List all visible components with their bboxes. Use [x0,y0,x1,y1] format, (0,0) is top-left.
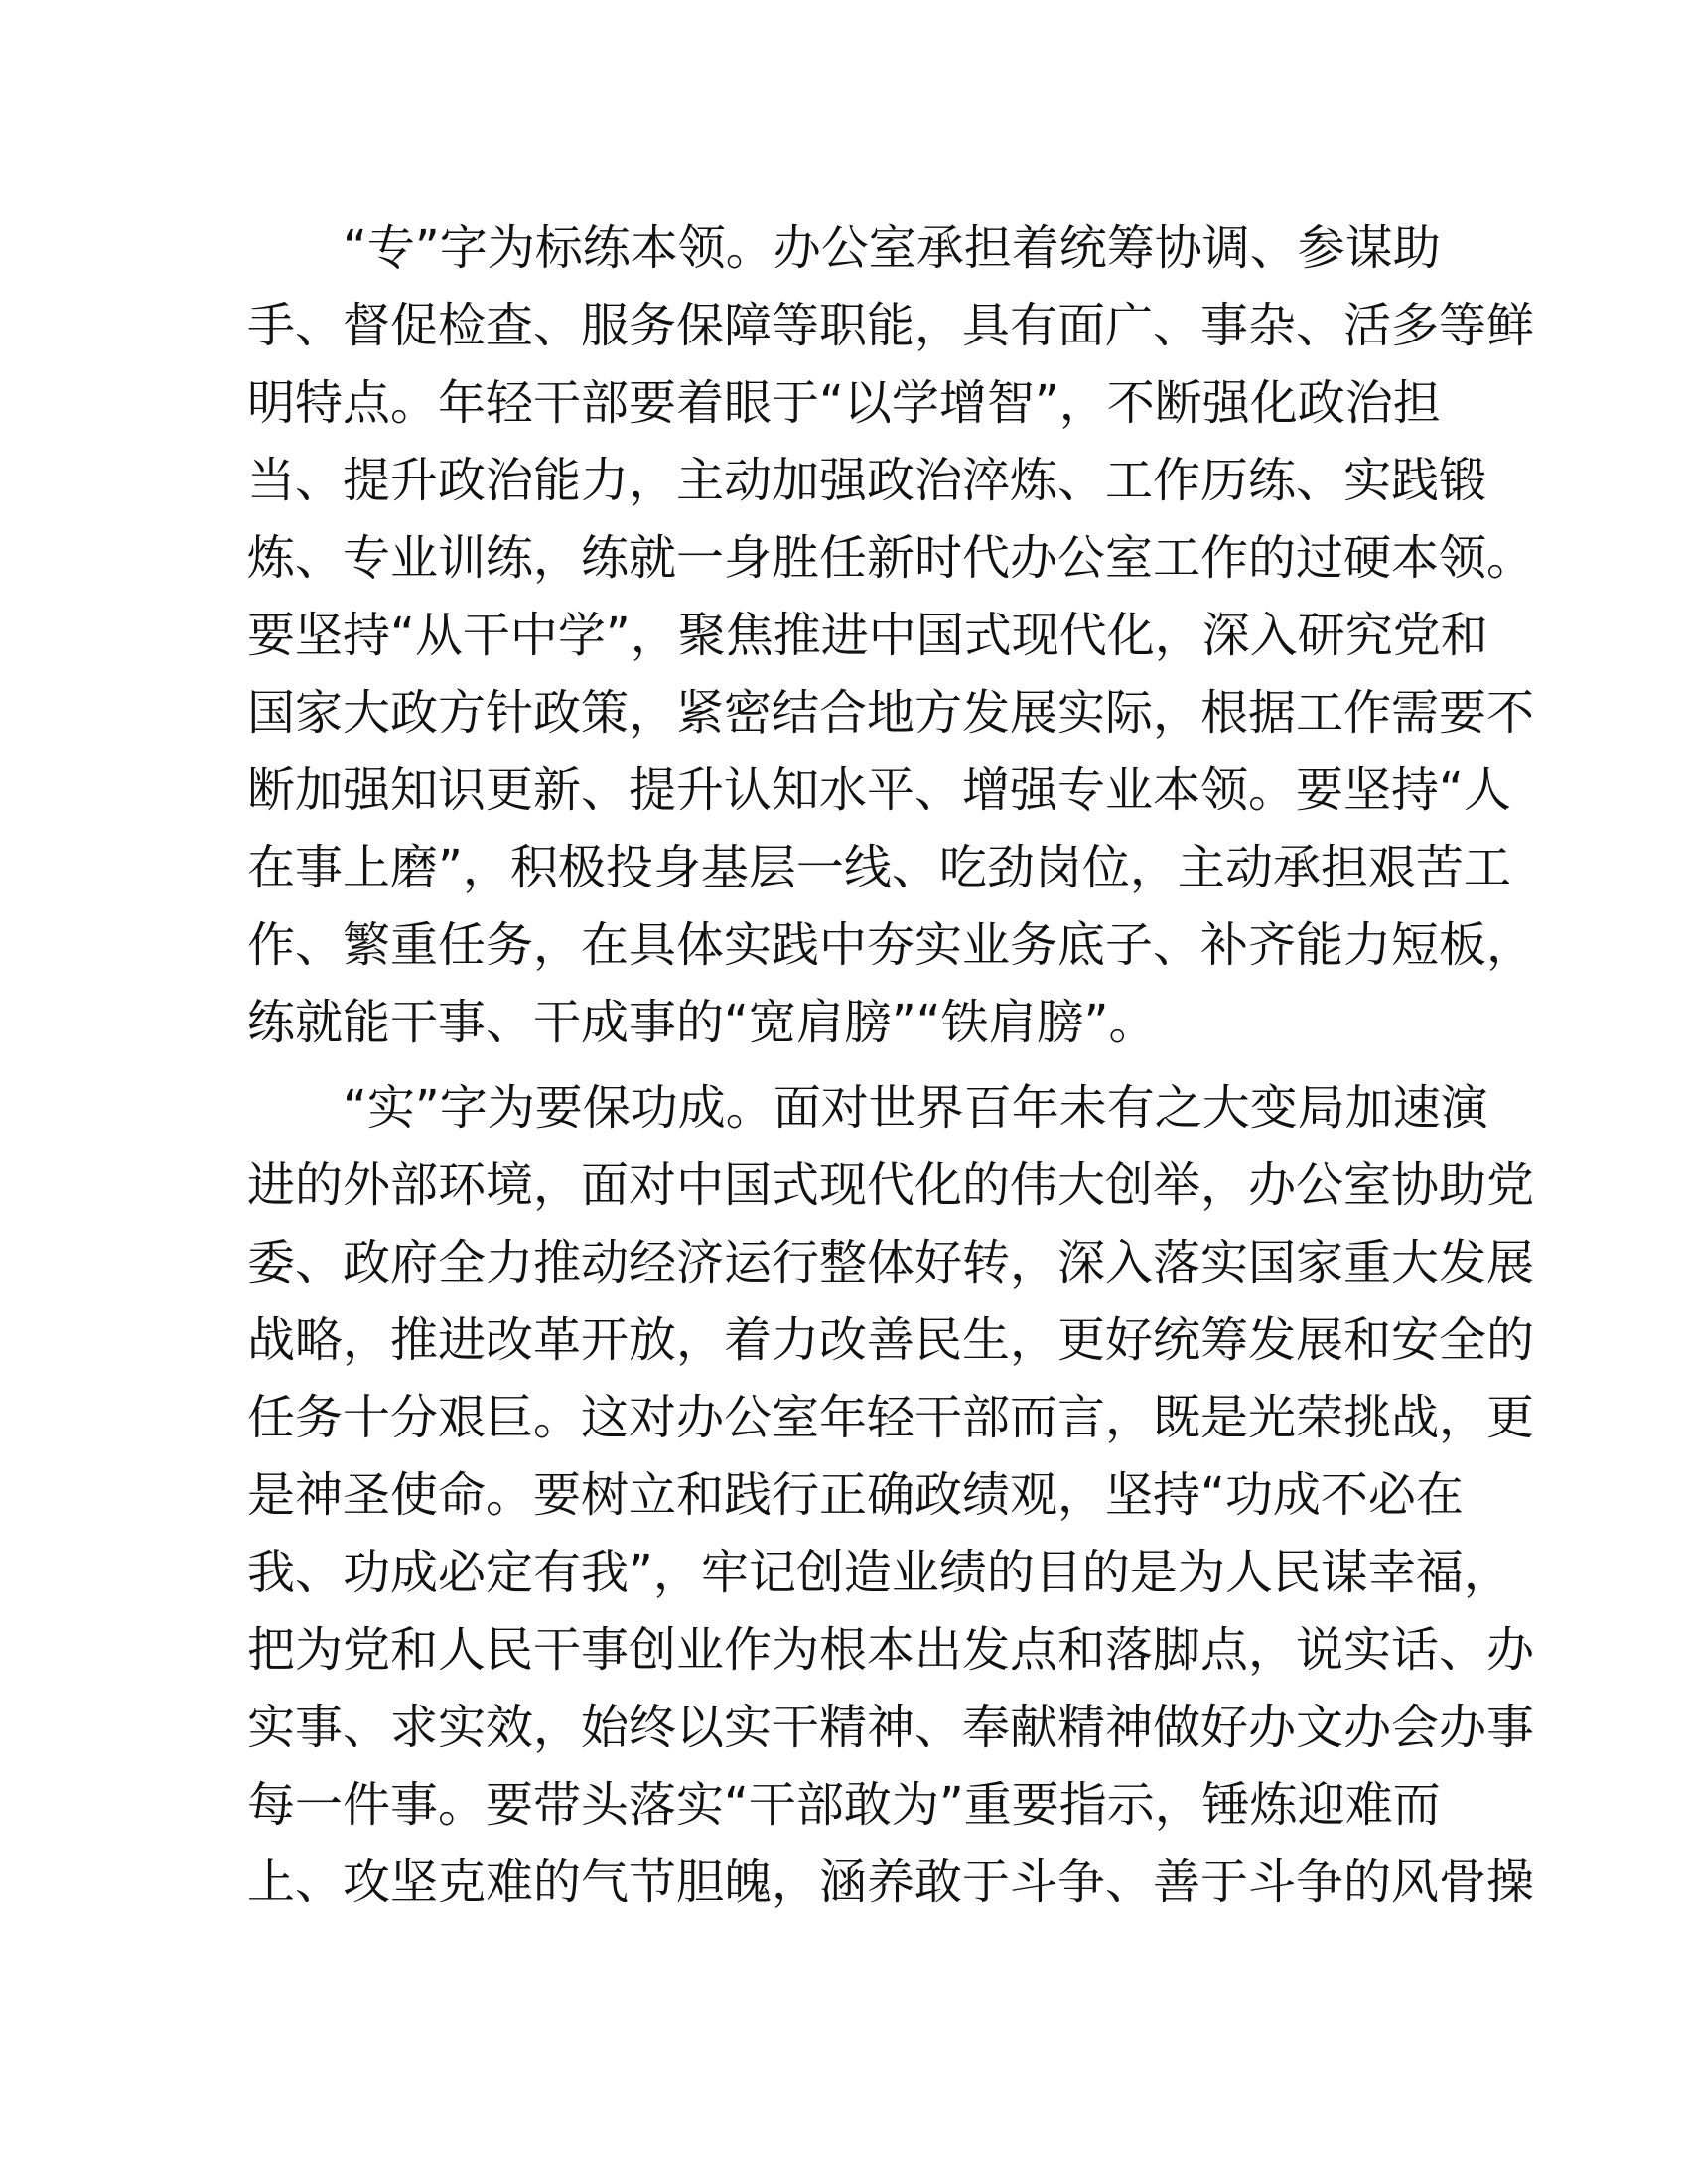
text-line: 练就能干事、干成事的“宽肩膀”“铁肩膀”。 [247,995,1157,1050]
text-line: 当、提升政治能力，主动加强政治淬炼、工作历练、实践锻 [247,453,1487,508]
text-line: 进的外部环境，面对中国式现代化的伟大创举，办公室协助党 [247,1158,1535,1213]
text-line: “专”字为标练本领。办公室承担着统筹协调、参谋助 [343,220,1441,276]
text-line: 每一件事。要带头落实“干部敢为”重要指示，锤炼迎难而 [247,1777,1441,1833]
paragraph-zhuan [247,209,1535,1061]
text-line: 要坚持“从干中学”，聚焦推进中国式现代化，深入研究党和 [247,608,1488,663]
text-line: 上、攻坚克难的气节胆魄，涵养敢于斗争、善于斗争的风骨操 [247,1854,1535,1910]
text-line: 手、督促检查、服务保障等职能，具有面广、事杂、活多等鲜 [247,298,1535,353]
text-line: 我、功成必定有我”，牢记创造业绩的目的是为人民谋幸福， [247,1545,1511,1600]
text-line: 任务十分艰巨。这对办公室年轻干部而言，既是光荣挑战，更 [247,1390,1535,1445]
paragraph-gap [247,1061,1439,1069]
text-line: 断加强知识更新、提升认知水平、增强专业本领。要坚持“人 [247,762,1511,818]
text-line: 把为党和人民干事创业作为根本出发点和落脚点，说实话、办 [247,1622,1535,1678]
text-line: 明特点。年轻干部要着眼于“以学增智”，不断强化政治担 [247,375,1441,431]
text-line: 是神圣使命。要树立和践行正确政绩观，坚持“功成不必在 [247,1467,1464,1523]
text-line: 战略，推进改革开放，着力改善民生，更好统筹发展和安全的 [247,1312,1535,1368]
text-line: 委、政府全力推动经济运行整体好转，深入落实国家重大发展 [247,1235,1535,1291]
text-line: 炼、专业训练，练就一身胜任新时代办公室工作的过硬本领。 [247,530,1535,586]
text-line: 作、繁重任务，在具体实践中夯实业务底子、补齐能力短板， [247,917,1535,973]
text-line: 实事、求实效，始终以实干精神、奉献精神做好办文办会办事 [247,1700,1535,1755]
paragraph-shi [247,1069,1535,1921]
text-line: 国家大政方针政策，紧密结合地方发展实际，根据工作需要不 [247,685,1535,741]
text-line: “实”字为要保功成。面对世界百年未有之大变局加速演 [343,1080,1488,1136]
document-body [247,209,1535,1921]
text-line: 在事上磨”，积极投身基层一线、吃劲岗位，主动承担艰苦工 [247,840,1511,895]
